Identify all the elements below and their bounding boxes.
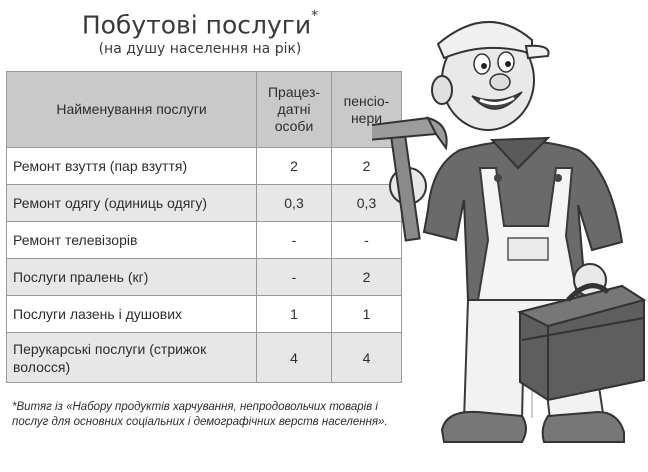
table-row [7,296,402,333]
pensioners-value-cell: 1 [332,296,402,333]
title-block [60,6,340,57]
header-working-age-line1: Працез- [267,84,321,100]
repairman-illustration [372,0,648,472]
service-name-cell: Послуги пралень (кг) [7,259,257,296]
service-name-cell: Ремонт телевізорів [7,222,257,259]
header-pensioners-line1: пенсіо- [343,92,390,109]
pensioners-value-cell: - [332,222,402,259]
pensioners-value-cell: 4 [332,333,402,383]
header-working-age-line2: датні [277,101,311,117]
header-service-name: Найменування послуги [7,72,257,148]
working-age-value-cell: 4 [257,333,332,383]
working-age-value-cell: - [257,259,332,296]
page-title-text: Побутові послуги [81,10,312,40]
table-row [7,148,402,185]
working-age-value-cell: 0,3 [257,185,332,222]
header-working-age [257,72,332,148]
pensioners-value-cell: 2 [332,148,402,185]
page-subtitle: (на душу населення на рік) [98,41,302,58]
service-name-cell: Перукарські послуги (стрижок волосся) [7,333,257,383]
header-pensioners-line2: нери [350,109,383,126]
table-row [7,333,402,383]
service-name-cell: Ремонт одягу (одиниць одягу) [7,185,257,222]
table-header-row [7,72,402,148]
service-name-cell: Ремонт взуття (пар взуття) [7,148,257,185]
working-age-value-cell: - [257,222,332,259]
pensioners-value-cell: 2 [332,259,402,296]
footnote: *Витяг із «Набору продуктів харчування, непродовольчих товарів і послуг для основних соціальних і демографічних верств населення». [12,401,388,428]
title-footnote-mark: * [311,8,319,24]
header-working-age-line3: особи [274,118,314,134]
working-age-value-cell: 1 [257,296,332,333]
service-name-cell: Послуги лазень і душових [7,296,257,333]
working-age-value-cell: 2 [257,148,332,185]
services-table [6,71,402,383]
table-row [7,185,402,222]
page-title [60,6,340,39]
pensioners-value-cell: 0,3 [332,185,402,222]
table-row [7,259,402,296]
table-row [7,222,402,259]
